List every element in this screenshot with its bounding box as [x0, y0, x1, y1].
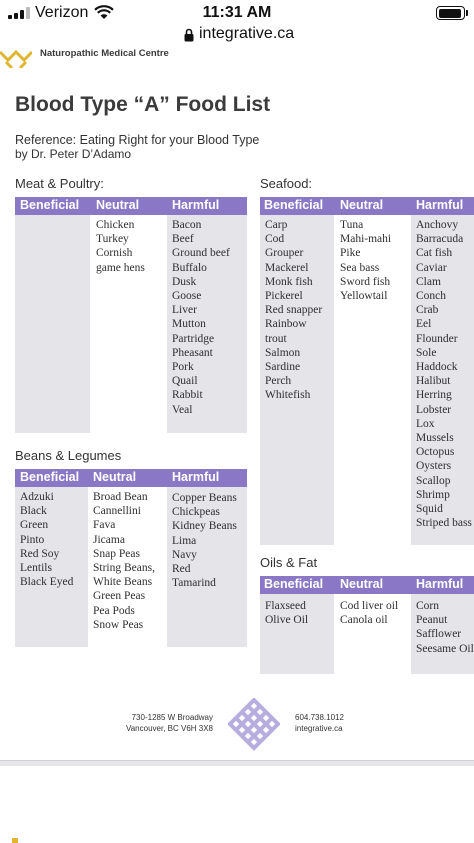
food-item: Fava	[93, 519, 116, 532]
food-list	[15, 215, 90, 218]
table-header	[15, 197, 247, 215]
header-beneficial: Beneficial	[264, 198, 324, 212]
org-name: Naturopathic Medical Centre	[40, 48, 169, 59]
food-item: Chickpeas	[172, 506, 220, 519]
food-item: Caviar	[416, 261, 447, 274]
food-item: Snap Peas	[93, 547, 140, 560]
food-item: Tuna	[340, 219, 364, 231]
food-item: Eel	[416, 318, 432, 331]
header-harmful: Harmful	[416, 198, 464, 212]
food-item: Dusk	[172, 275, 197, 288]
food-item: Sword fish	[340, 275, 391, 288]
header-neutral: Neutral	[340, 198, 384, 212]
food-item: Scallop	[416, 474, 451, 487]
footer-contact	[295, 713, 344, 734]
food-item: Black Eyed	[20, 576, 74, 589]
battery-level	[439, 9, 462, 18]
food-item: Olive Oil	[265, 614, 309, 627]
food-item: Anchovy	[416, 219, 459, 231]
food-item: Pheasant	[172, 346, 213, 359]
address-bar[interactable]	[0, 26, 474, 48]
food-item: Green	[20, 519, 49, 532]
meat-harmful-column	[167, 215, 247, 433]
footer-website[interactable]: integrative.ca	[295, 723, 343, 733]
seafood-table	[260, 197, 474, 545]
oils-beneficial-column	[260, 594, 334, 674]
header-harmful: Harmful	[172, 198, 220, 212]
food-item: Corn	[416, 600, 439, 612]
food-item: Ground beef	[172, 247, 230, 260]
section-title-seafood: Seafood:	[260, 176, 313, 191]
meat-table	[15, 197, 247, 433]
food-item: Whitefish	[265, 389, 311, 402]
food-item: Buffalo	[172, 261, 207, 274]
food-item: String Beans,	[93, 562, 155, 575]
food-item: Monk fish	[265, 275, 313, 288]
food-item: Green Peas	[93, 590, 146, 603]
seafood-beneficial-column	[260, 215, 334, 545]
url-text: integrative.ca	[199, 25, 295, 42]
food-item: Sole	[416, 346, 437, 359]
knot-logo-icon	[228, 698, 280, 754]
food-item: Red Soy	[20, 547, 60, 560]
food-item: Flounder	[416, 332, 458, 345]
food-item: Mussels	[416, 432, 454, 445]
food-item: Pinto	[20, 533, 45, 546]
food-item: Kidney Beans	[172, 520, 237, 533]
food-item: Cat fish	[416, 247, 453, 260]
food-item: Copper Beans	[172, 492, 237, 504]
food-item: Halibut	[416, 375, 451, 388]
food-item: Partridge	[172, 332, 215, 345]
food-item: Cornish	[96, 247, 133, 260]
food-item: Lentils	[20, 562, 52, 575]
food-list	[411, 594, 474, 656]
food-item: Carp	[265, 219, 288, 231]
food-item: Octopus	[416, 446, 455, 459]
food-item: Lox	[416, 417, 435, 430]
food-item: Peanut	[416, 614, 448, 627]
food-list	[411, 215, 474, 530]
table-header	[260, 576, 474, 594]
battery-tip	[466, 10, 468, 16]
food-list	[167, 487, 247, 590]
food-item: Veal	[172, 403, 193, 416]
food-item: Haddock	[416, 361, 458, 374]
food-list	[335, 594, 411, 627]
food-item: Mackerel	[265, 261, 309, 274]
header-harmful: Harmful	[416, 577, 464, 591]
food-item: Navy	[172, 548, 197, 561]
food-item: Sea bass	[340, 261, 380, 274]
food-item: Shrimp	[416, 488, 450, 501]
food-item: Pickerel	[265, 290, 303, 303]
food-list	[91, 215, 166, 275]
author-line: by Dr. Peter D’Adamo	[15, 147, 132, 161]
food-item: Crab	[416, 304, 439, 317]
beans-table	[15, 469, 247, 647]
header-harmful: Harmful	[172, 470, 220, 484]
document-title: Blood Type “A” Food List	[15, 93, 271, 116]
food-item: Pea Pods	[93, 604, 135, 617]
oils-table	[260, 576, 474, 674]
footer-address	[122, 713, 213, 734]
food-item: Jicama	[93, 533, 125, 546]
food-item: Perch	[265, 375, 292, 388]
food-item: Herring	[416, 389, 452, 402]
food-list	[15, 487, 89, 589]
food-item: Lima	[172, 534, 197, 547]
header-neutral: Neutral	[340, 577, 384, 591]
food-list	[167, 215, 247, 417]
food-item: Seesame Oil	[416, 642, 474, 655]
food-item: Cannellini	[93, 505, 141, 518]
food-item: Turkey	[96, 233, 129, 246]
lock-icon	[184, 28, 194, 42]
food-item: Pike	[340, 247, 361, 260]
food-item: Sardine	[265, 361, 301, 374]
oils-neutral-column	[335, 594, 411, 674]
food-item: White Beans	[93, 576, 153, 589]
seafood-harmful-column	[411, 215, 474, 545]
food-item: Broad Bean	[93, 491, 148, 503]
food-item: Goose	[172, 290, 202, 303]
food-item: Salmon	[265, 346, 301, 359]
food-item: Safflower	[416, 628, 462, 641]
food-list	[260, 594, 334, 627]
food-item: Beef	[172, 233, 194, 246]
food-item: Barracuda	[416, 233, 464, 246]
org-logo-icon	[0, 48, 32, 68]
logo-fragment-icon	[12, 838, 18, 843]
food-item: Oysters	[416, 460, 452, 473]
beans-beneficial-column	[15, 487, 89, 647]
food-item: Lobster	[416, 403, 452, 416]
phone-number: 604.738.1012	[295, 713, 344, 722]
food-item: Black	[20, 505, 47, 518]
food-item: Canola oil	[340, 614, 388, 627]
food-item: Flaxseed	[265, 600, 306, 612]
food-item: Red	[172, 563, 191, 576]
beans-harmful-column	[167, 487, 247, 647]
table-header	[15, 469, 247, 487]
food-item: Grouper	[265, 247, 304, 260]
food-item: Squid	[416, 503, 443, 516]
food-item: Mutton	[172, 318, 206, 331]
battery-icon	[436, 6, 465, 20]
food-item: Rainbow	[265, 318, 307, 331]
food-item: Mahi-mahi	[340, 233, 392, 246]
food-item: Chicken	[96, 219, 135, 231]
header-neutral: Neutral	[96, 198, 140, 212]
address-line-2: Vancouver, BC V6H 3X8	[125, 723, 213, 733]
food-item: Snow Peas	[93, 618, 144, 631]
status-bar	[0, 0, 474, 26]
food-item: game hens	[96, 261, 145, 274]
clock: 11:31 AM	[202, 4, 272, 21]
header-beneficial: Beneficial	[264, 577, 324, 591]
food-item: Clam	[416, 275, 441, 288]
food-item: Tamarind	[172, 577, 216, 590]
food-item: Conch	[416, 290, 447, 303]
food-item: Yellowtail	[340, 290, 388, 303]
header-beneficial: Beneficial	[20, 198, 80, 212]
oils-harmful-column	[411, 594, 474, 674]
section-title-beans: Beans & Legumes	[15, 448, 122, 463]
food-item: Liver	[172, 304, 197, 317]
next-document-page[interactable]	[0, 766, 474, 843]
food-item: Adzuki	[20, 491, 54, 503]
meat-neutral-column	[91, 215, 166, 433]
food-list	[88, 487, 166, 632]
carrier-name: Verizon	[35, 4, 89, 21]
food-list	[335, 215, 411, 303]
address-line-1: 730-1285 W Broadway	[131, 713, 213, 722]
meat-beneficial-column	[15, 215, 90, 433]
section-title-meat: Meat & Poultry:	[15, 176, 104, 191]
document-page[interactable]	[0, 48, 474, 760]
food-item: Red snapper	[265, 304, 323, 317]
table-header	[260, 197, 474, 215]
reference-line: Reference: Eating Right for your Blood Type	[15, 133, 260, 147]
food-item: Cod	[265, 233, 285, 246]
food-item: Cod liver oil	[340, 600, 399, 612]
food-item: Bacon	[172, 219, 202, 231]
food-item: Rabbit	[172, 389, 203, 402]
header-neutral: Neutral	[93, 470, 137, 484]
beans-neutral-column	[88, 487, 166, 647]
seafood-neutral-column	[335, 215, 411, 545]
section-title-oils: Oils & Fat	[260, 555, 318, 570]
food-item: Quail	[172, 375, 198, 388]
food-list	[260, 215, 334, 403]
header-beneficial: Beneficial	[20, 470, 80, 484]
food-item: Pork	[172, 361, 194, 374]
food-item: Striped bass	[416, 517, 472, 530]
food-item: trout	[265, 332, 287, 345]
